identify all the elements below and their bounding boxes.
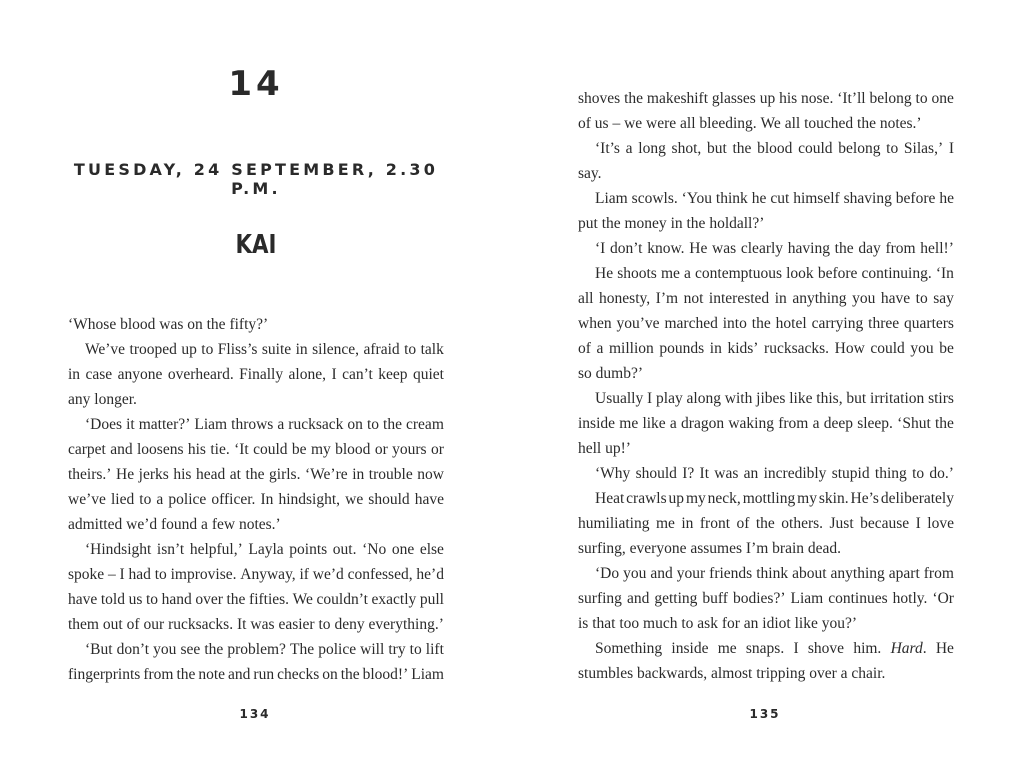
chapter-narrator: KAI [235,230,277,260]
text-line: all honesty, I’m not interested in anything you have to say [578,290,954,307]
text-line: of us – we were all bleeding. We all touched the notes.’ [578,115,922,132]
text-line: of a million pounds in kids’ rucksacks. How could you be [578,340,954,357]
text-line: carpet and loosens his tie. ‘It could be my blood or yours or [68,441,444,458]
text-line: ‘Hindsight isn’t helpful,’ Layla points out. ‘No one else [85,541,444,558]
left-page-number: 134 [239,707,271,721]
text-line: We’ve trooped up to Fliss’s suite in silence, afraid to talk [85,341,444,358]
text-line: spoke – I had to improvise. Anyway, if we’d confessed, he’d [68,566,444,583]
text-line: He shoots me a contemptuous look before continuing. ‘In [595,265,954,282]
chapter-date: TUESDAY, 24 SEPTEMBER, 2.30 P.M. [73,160,439,198]
text-line: we’ve lied to a police officer. In hindsight, we should have [68,491,444,508]
text-line: have told us to hand over the fifties. We couldn’t exactly pull [68,591,444,608]
text-line: theirs.’ He jerks his head at the girls. ‘We’re in trouble now [68,466,444,483]
right-page [510,0,1020,783]
text-line: when you’ve marched into the hotel carrying three quarters [578,315,954,332]
left-body-text [68,312,444,687]
text-line: Something inside me snaps. I shove him. Hard. He [595,640,954,657]
text-line: ‘Do you and your friends think about anything apart from [595,565,954,582]
text-line: ‘But don’t you see the problem? The police will try to lift [85,641,444,658]
text-line: ‘Does it matter?’ Liam throws a rucksack on to the cream [85,416,444,433]
text-line: so dumb?’ [578,365,644,382]
text-line: any longer. [68,391,137,408]
text-line: surfing, everyone assumes I’m brain dead. [578,540,842,557]
right-page-number: 135 [749,707,781,721]
chapter-number: 14 [228,64,284,104]
text-line: ‘Why should I? It was an incredibly stupid thing to do.’ [595,465,954,482]
text-line: shoves the makeshift glasses up his nose. ‘It’ll belong to one [578,90,954,107]
text-line: in case anyone overheard. Finally alone, I can’t keep quiet [68,366,444,383]
right-body-text [578,86,954,686]
text-line: them out of our rucksacks. It was easier to deny everything.’ [68,616,444,633]
text-line: ‘I don’t know. He was clearly having the day from hell!’ [595,240,954,257]
text-line: Liam scowls. ‘You think he cut himself shaving before he [595,190,954,207]
text-line: stumbles backwards, almost tripping over a chair. [578,665,886,682]
text-line: humiliating me in front of the others. Just because I love [578,515,954,532]
text-line: Usually I play along with jibes like this, but irritation stirs [595,390,954,407]
text-line: fingerprints from the note and run checks on the blood!’ Liam [68,666,444,683]
text-line: hell up!’ [578,440,631,457]
text-line: say. [578,165,602,182]
text-line: inside me like a dragon waking from a deep sleep. ‘Shut the [578,415,954,432]
text-line: Heat crawls up my neck, mottling my skin. He’s deliberately [595,490,954,507]
text-line: surfing and getting buff bodies?’ Liam continues hotly. ‘Or [578,590,954,607]
text-line: put the money in the holdall?’ [578,215,765,232]
text-line: is that too much to ask for an idiot like you?’ [578,615,858,632]
text-line: ‘Whose blood was on the fifty?’ [68,316,269,333]
text-line: ‘It’s a long shot, but the blood could belong to Silas,’ I [595,140,954,157]
text-line: admitted we’d found a few notes.’ [68,516,281,533]
